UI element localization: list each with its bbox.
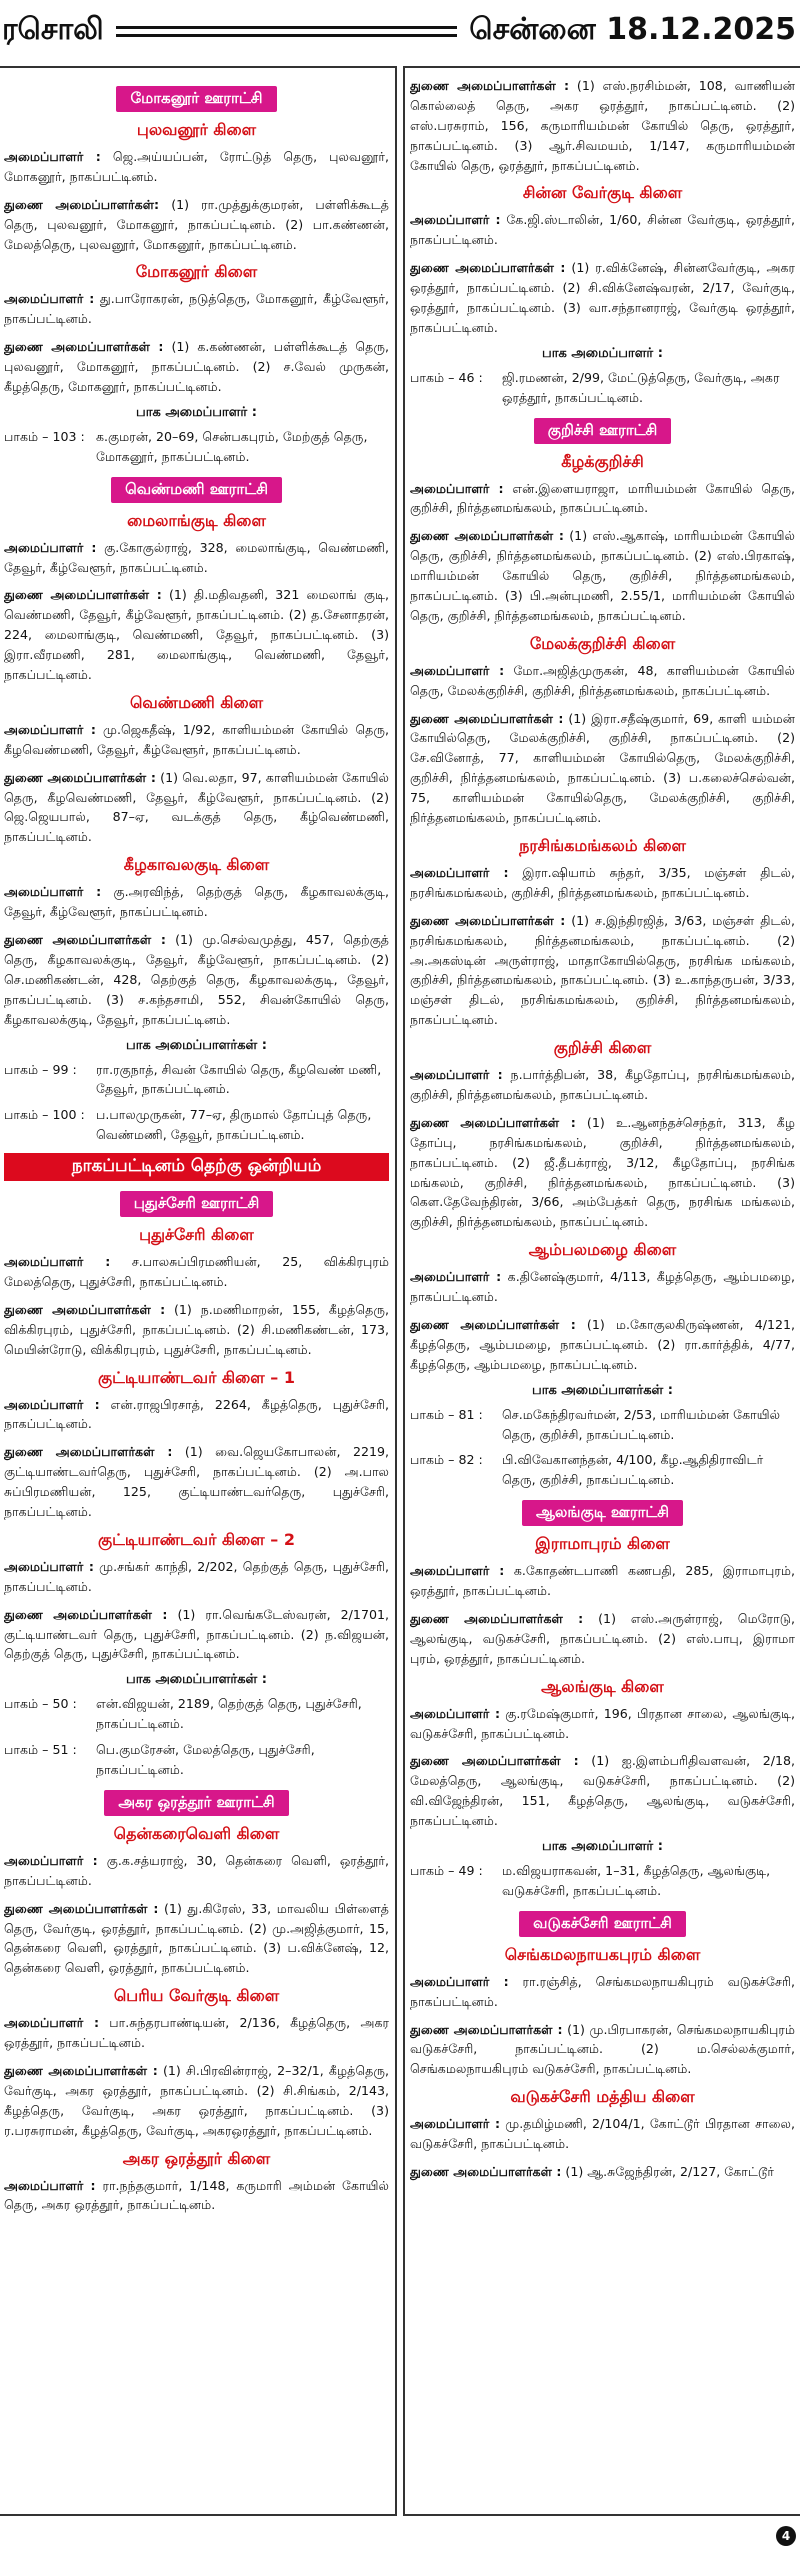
role-label: அமைப்பாளர் : [4,1558,94,1574]
member-details: மு.ஜெகதீஷ், 1/92, காளியம்மன் கோயில் தெரு, கீழவெண்மணி, தேவூர், கீழ்வேளூர், நாகப்பட்டினம். [4,721,389,757]
member-entry [410,1561,795,1601]
member-details: (1) வெ.லதா, 97, காளியம்மன் கோயில் தெரு, கீழவெண்மணி, தேவூர், கீழ்வேளூர், நாகப்பட்டினம். (2) ஜெ.ஜெயபால், 87–ஏ, வடக்குத் தெரு, கீழ்வெண்மணி, நாகப்பட்டினம். [4,769,389,845]
member-entry [4,538,389,578]
booth-details: ரா.ரகுநாத், சிவன் கோயில் தெரு, கீழவெண் மணி, தேவூர், நாகப்பட்டினம். [96,1061,382,1097]
member-details: க.தினேஷ்குமார், 4/113, கீழத்தெரு, ஆம்பமழை, நாகப்பட்டினம். [410,1269,795,1305]
member-details: கே.ஜி.ஸ்டாலின், 1/60, சின்ன வேர்குடி, ஒரத்தூர், நாகப்பட்டினம். [410,212,795,248]
member-details: மு.சங்கர் காந்தி, 2/202, தெற்குத் தெரு, புதுச்சேரி, நாகப்பட்டினம். [4,1558,389,1594]
member-entry [410,661,795,701]
role-label: அமைப்பாளர் : [4,721,96,737]
member-entry [4,1442,389,1522]
branch-title: சின்ன வேர்குடி கிளை [522,183,683,203]
member-entry [4,2013,389,2053]
booth-number: பாகம் – 82 : [410,1452,483,1468]
booth-details: என்.விஜயன், 2189, தெற்குத் தெரு, புதுச்சேரி, நாகப்பட்டினம். [96,1696,362,1732]
member-entry [4,1395,389,1435]
member-entry [410,2114,795,2154]
member-entry [410,709,795,828]
branch-title: இராமாபுரம் கிளை [535,1534,670,1554]
booth-number: பாகம் – 99 : [4,1061,77,1077]
member-details: (1) ந.மணிமாறன், 155, கீழத்தெரு, விக்கிரபுரம், புதுச்சேரி, நாகப்பட்டினம். (2) சி.மணிகண்டன், 173, மெயின்ரோடு, விக்கிரபுரம், புதுச்சேரி, நாகப்பட்டினம். [4,1301,389,1357]
role-label: துணை அமைப்பாளர்கள் : [410,2164,562,2180]
union-banner: நாகப்பட்டினம் தெற்கு ஒன்றியம் [4,1153,389,1181]
member-details: மு.தமிழ்மணி, 2/104/1, கோட்டூர் பிரதான சாலை, வடுகச்சேரி, நாகப்பட்டினம். [410,2116,795,2152]
right-column [410,76,795,2514]
role-label: துணை அமைப்பாளர்கள் : [4,932,166,948]
panchayat-title: அகர ஒரத்தூர் ஊராட்சி [104,1790,288,1816]
member-entry [4,289,389,329]
member-entry [4,2176,389,2216]
member-details: து.பாரோகரன், நடுத்தெரு, மோகனூர், கீழ்வேளூர், நாகப்பட்டினம். [4,291,389,327]
booth-number: பாகம் – 100 : [4,1107,85,1123]
branch-title: ஆம்பலமழை கிளை [528,1240,677,1260]
member-details: (1) து.கிரேஸ், 33, மாவலிய பிள்ளைத் தெரு, வேர்குடி, ஒரத்தூர், நாகப்பட்டினம். (2) மு.அஜித்குமார், 15, தென்கரை வெளி, ஒரத்தூர், நாகப்பட்டினம். (3) ப.விக்னேஷ், 12, தென்கரை வெளி, ஒரத்தூர், நாகப்பட்டினம். [4,1900,389,1976]
panchayat-title: வெண்மணி ஊராட்சி [111,477,282,503]
branch-title: மைலாங்குடி கிளை [127,510,266,530]
member-details: (1) ரா.முத்துக்குமரன், பள்ளிக்கூடத் தெரு, புலவனூர், மோகனூர், நாகப்பட்டினம். (2) பா.கண்ணன், மேலத்தெரு, புலவனூர், மோகனூர், நாகப்பட்டினம். [4,196,389,252]
member-details: (1) வை.ஜெயகோபாலன், 2219, குட்டியாண்டவர்தெரு, புதுச்சேரி, நாகப்பட்டினம். (2) அ.பால சுப்பிரமணியன், 125, குட்டியாண்டவர்தெரு, புதுச்சேரி, நாகப்பட்டினம். [4,1444,389,1519]
booth-number: பாகம் – 50 : [4,1696,77,1712]
member-details: ஜெ.அய்யப்பன், ரோட்டுத் தெரு, புலவனூர், மோகனூர், நாகப்பட்டினம். [4,149,389,184]
booth-details: செ.மகேந்திரவர்மன், 2/53, மாரியம்மன் கோயில் தெரு, குறிச்சி, நாகப்பட்டினம். [502,1406,781,1442]
role-label: துணை அமைப்பாளர்கள் : [410,2021,563,2037]
member-details: ந.பார்த்திபன், 38, கீழதோப்பு, நரசிங்கமங்கலம், குறிச்சி, நிர்த்தனமங்கலம், நாகப்பட்டினம். [410,1067,795,1102]
booth-details: ப.பாலமுருகன், 77–ஏ, திருமால் தோப்புத் தெரு, வெண்மணி, தேவூர், நாகப்பட்டினம். [96,1107,372,1143]
role-label: அமைப்பாளர் : [410,2116,500,2132]
booth-entry [410,1450,795,1490]
member-details: (1) மு.செல்வமுத்து, 457, தெற்குத் தெரு, கீழகாவலக்குடி, தேவூர், கீழ்வேளூர், நாகப்பட்டினம். (2) செ.மணிகண்டன், 428, தெற்குத் தெரு, கீழகாவலக்குடி, தேவூர், நாகப்பட்டினம். (3) ச.கந்தசாமி, 552, சிவன்கோயில் தெரு, கீழகாவலக்குடி, தேவூர், நாகப்பட்டினம். [4,932,389,1027]
member-entry [4,882,389,922]
role-label: அமைப்பாளர் : [410,480,504,496]
member-details: (1) மு.பிரபாகரன், செங்கமலநாயகிபுரம் வடுகச்சேரி, நாகப்பட்டினம். (2) ம.செல்லக்குமார், செங்கமலநாயகிபுரம் வடுகச்சேரி, நாகப்பட்டினம். [410,2021,795,2077]
member-details: (1) எஸ்.ஆகாஷ், மாரியம்மன் கோயில் தெரு, குறிச்சி, நிர்த்தனமங்கலம், நாகப்பட்டினம். (2) எஸ்.பிரகாஷ், மாரியம்மன் கோயில் தெரு, குறிச்சி, நிர்த்தனமங்கலம், நாகப்பட்டினம். (3) பி.அன்புமணி, 2.55/1, மாரியம்மன் கோயில் தெரு, குறிச்சி, நிர்த்தனமங்கலம், நாகப்பட்டினம். [410,528,795,623]
branch-title: தென்கரைவெளி கிளை [113,1823,280,1843]
member-entry [410,1704,795,1744]
role-label: அமைப்பாளர் : [4,1852,98,1868]
role-label: அமைப்பாளர் : [4,1396,100,1412]
role-label: துணை அமைப்பாளர்கள் : [410,78,570,93]
role-label: துணை அமைப்பாளர்கள் : [4,769,156,785]
role-label: அமைப்பாளர் : [4,2177,96,2193]
member-details: (1) ர.விக்னேஷ், சின்னவேர்குடி, அகர ஒரத்தூர், நாகப்பட்டினம். (2) சி.விக்னேஷ்வரன், 2/17, வேர்குடி, ஒரத்தூர், நாகப்பட்டினம். (3) வா.சந்தானராஜ், வேர்குடி ஒரத்தூர், நாகப்பட்டினம். [410,260,795,335]
role-label: துணை அமைப்பாளர்கள் : [410,710,564,726]
member-details: ச.பாலசுப்பிரமணியன், 25, விக்கிரபுரம் மேலத்தெரு, புதுச்சேரி, நாகப்பட்டினம். [4,1254,389,1289]
member-details: (1) ரா.வெங்கடேஸ்வரன், 2/1701, குட்டியாண்டவர் தெரு, புதுச்சேரி, நாகப்பட்டினம். (2) ந.விஜயன், தெற்குத் தெரு, புதுச்சேரி, நாகப்பட்டினம். [4,1606,389,1662]
member-details: (1) ஐ.இளம்பரிதிவளவன், 2/18, மேலத்தெரு, ஆலங்குடி, வடுகச்சேரி, நாகப்பட்டினம். (2) வி.விஜேந்திரன், 151, கீழத்தெரு, ஆலங்குடி, வடுகச்சேரி, நாகப்பட்டினம். [410,1753,795,1829]
branch-title: கீழகாவலகுடி கிளை [123,855,270,875]
booth-entry [4,1740,389,1780]
role-label: அமைப்பாளர் : [410,1067,503,1083]
booth-details: ம.விஜயராகவன், 1–31, கீழத்தெரு, ஆலங்குடி, வடுகச்சேரி, நாகப்பட்டினம். [502,1863,771,1898]
branch-title: குட்டியாண்டவர் கிளை – 2 [98,1529,295,1549]
role-label: அமைப்பாளர் : [4,884,102,900]
header-rule [116,26,458,37]
member-details: இரா.ஷியாம் சுந்தர், 3/35, மஞ்சள் திடல், நரசிங்கமங்கலம், குறிச்சி, நிர்த்தனமங்கலம், நாகப்பட்டினம். [410,864,795,900]
role-label: துணை அமைப்பாளர்கள் : [410,1316,576,1332]
panchayat-heading [410,418,795,444]
member-entry [4,720,389,760]
role-label: துணை அமைப்பாளர்கள் : [410,260,566,276]
booth-entry [410,1405,795,1445]
booth-details: பெ.குமரேசன், மேலத்தெரு, புதுச்சேரி, நாகப்பட்டினம். [96,1742,315,1777]
booth-number: பாகம் – 51 : [4,1742,77,1758]
left-column [4,76,389,2514]
booth-entry [4,1694,389,1734]
role-label: துணை அமைப்பாளர்கள் : [410,1114,576,1130]
role-label: அமைப்பாளர் : [4,2015,100,2031]
member-entry [410,210,795,250]
member-details: (1) ஆ.சுஜேந்திரன், 2/127, கோட்டூர் [561,2164,775,2180]
branch-title: பெரிய வேர்குடி கிளை [113,1986,280,2006]
role-label: அமைப்பாளர் : [4,291,95,307]
role-label: துணை அமைப்பாளர்கள் : [4,2063,158,2078]
page-number-badge: 4 [776,2526,796,2546]
booth-entry [410,1861,795,1901]
booth-entry [4,427,389,467]
member-entry [4,1252,389,1292]
panchayat-heading [4,86,389,112]
publication-name: ரசொலி [2,11,104,47]
member-entry [4,1300,389,1360]
member-entry [410,1972,795,2012]
panchayat-heading [4,1191,389,1217]
booth-entry [410,368,795,408]
member-entry [410,1113,795,1232]
member-entry [410,1065,795,1105]
member-entry [4,585,389,684]
booth-number: பாகம் – 81 : [410,1406,483,1422]
member-details: மோ.அஜித்முருகன், 48, காளியம்மன் கோயில் தெரு, மேலக்குறிச்சி, குறிச்சி, நிர்த்தனமங்கலம், நாகப்பட்டினம். [410,662,795,698]
booth-number: பாகம் – 49 : [410,1863,483,1878]
branch-title: கீழக்குறிச்சி [561,451,644,471]
role-label: அமைப்பாளர் : [410,662,505,678]
booth-heading: பாக அமைப்பாளர் : [542,345,663,361]
member-entry [410,1751,795,1831]
member-entry [410,1609,795,1669]
branch-title: மோகனூர் கிளை [135,262,258,282]
member-entry [4,1851,389,1891]
role-label: அமைப்பாளர் : [410,864,509,880]
panchayat-heading [410,1500,795,1526]
member-details: (1) ம.கோகுலகிருஷ்ணன், 4/121, கீழத்தெரு, ஆம்பமழை, நாகப்பட்டினம். (2) ரா.கார்த்திக், 4/77, கீழத்தெரு, ஆம்பமழை, நாகப்பட்டினம். [410,1316,795,1372]
booth-heading: பாக அமைப்பாளர்கள் : [126,1037,267,1053]
member-details: கு.க.சத்யராஜ், 30, தென்கரை வெளி, ஒரத்தூர், நாகப்பட்டினம். [4,1852,389,1888]
role-label: அமைப்பாளர் : [4,539,97,555]
member-entry [4,768,389,848]
member-details: கு.ரமேஷ்குமார், 196, பிரதான சாலை, ஆலங்குடி, வடுகச்சேரி, நாகப்பட்டினம். [410,1705,795,1741]
member-details: கு.அரவிந்த், தெற்குத் தெரு, கீழகாவலக்குடி, தேவூர், கீழ்வேளூர், நாகப்பட்டினம். [4,884,389,920]
member-details: க.கோதண்டபாணி கணபதி, 285, இராமாபுரம், ஒரத்தூர், நாகப்பட்டினம். [410,1563,795,1599]
branch-title: வடுகச்சேரி மத்திய கிளை [510,2087,695,2107]
role-label: துணை அமைப்பாளர்கள் : [410,1610,584,1626]
member-entry [4,1899,389,1979]
member-entry [410,1267,795,1307]
member-entry [410,258,795,338]
member-entry [4,1557,389,1597]
member-details: கு.கோகுல்ராஜ், 328, மைலாங்குடி, வெண்மணி, தேவூர், கீழ்வேளூர், நாகப்பட்டினம். [4,539,389,575]
member-details: (1) உ.ஆனந்தச்செந்தர், 313, கீழ தோப்பு, நரசிங்கமங்கலம், குறிச்சி, நிர்த்தனமங்கலம், நாகப்பட்டினம். (2) ஜீ.தீபக்ராஜ், 3/12, கீழதோப்பு, நரசிங்க மங்கலம், குறிச்சி, நிர்த்தனமங்கலம், நாகப்பட்டினம். (3) கௌ.தேவேந்திரன், 3/66, அம்பேத்கர் தெரு, நரசிங்க மங்கலம், குறிச்சி, நிர்த்தனமங்கலம், நாகப்பட்டினம். [410,1114,795,1230]
branch-title: புலவனூர் கிளை [136,120,257,139]
role-label: துணை அமைப்பாளர்கள்: [4,196,160,212]
member-entry [410,2162,795,2182]
role-label: அமைப்பாளர் : [410,1269,502,1285]
member-entry [410,479,795,519]
member-details: என்.ராஜபிரசாத், 2264, கீழத்தெரு, புதுச்சேரி, நாகப்பட்டினம். [4,1396,389,1432]
panchayat-heading [4,477,389,503]
branch-title: நரசிங்கமங்கலம் கிளை [519,835,686,855]
member-entry [4,147,389,187]
booth-entry [4,1105,389,1145]
role-label: துணை அமைப்பாளர்கள் : [410,912,566,928]
member-details: ரா.நந்தகுமார், 1/148, கருமாரி அம்மன் கோயில் தெரு, அகர ஒரத்தூர், நாகப்பட்டினம். [4,2177,389,2213]
branch-title: செங்கமலநாயகபுரம் கிளை [504,1944,701,1964]
panchayat-title: புதுச்சேரி ஊராட்சி [120,1191,274,1217]
role-label: துணை அமைப்பாளர்கள் : [4,1606,168,1622]
booth-number: பாகம் – 46 : [410,369,483,385]
role-label: துணை அமைப்பாளர்கள் : [410,528,564,544]
booth-heading: பாக அமைப்பாளர் : [542,1839,663,1854]
booth-details: ஜி.ரமணன், 2/99, மேட்டுத்தெரு, வேர்குடி, அகர ஒரத்தூர், நாகப்பட்டினம். [502,369,780,405]
booth-heading: பாக அமைப்பாளர்கள் : [532,1382,673,1398]
member-entry [410,2020,795,2080]
member-entry [410,863,795,903]
member-details: (1) எஸ்.நரசிம்மன், 108, வாணியன் கொல்லைத் தெரு, அகர ஒரத்தூர், நாகப்பட்டினம். (2) எஸ்.பரசுராம், 156, கருமாரியம்மன் கோயில் தெரு, ஒரத்தூர், நாகப்பட்டினம். (3) ஆர்.சிவமயம், 1/147, கருமாரியம்மன் கோயில் தெரு, ஒரத்தூர், நாகப்பட்டினம். [410,78,795,173]
member-details: (1) சி.பிரவின்ராஜ், 2–32/1, கீழத்தெரு, வேர்குடி, அகர ஒரத்தூர், நாகப்பட்டினம். (2) சி.சிங்கம், 2/143, கீழத்தெரு, வேர்குடி, அகர ஒரத்தூர், நாகப்பட்டினம். (3) ர.பரசுராமன், கீழத்தெரு, வேர்குடி, அகரஒரத்தூர், நாகப்பட்டினம். [4,2063,389,2138]
member-entry [410,76,795,175]
member-entry [410,526,795,625]
member-entry [4,930,389,1029]
member-details: (1) எஸ்.அருள்ராஜ், மெரோடு, ஆலங்குடி, வடுகச்சேரி, நாகப்பட்டினம். (2) எஸ்.பாபு, இராமா புரம், ஒரத்தூர், நாகப்பட்டினம். [410,1610,795,1666]
role-label: துணை அமைப்பாளர்கள் : [410,1753,579,1769]
role-label: துணை அமைப்பாளர்கள் : [4,1900,159,1916]
branch-title: ஆலங்குடி கிளை [541,1676,664,1696]
member-details: (1) க.கண்ணன், பள்ளிக்கூடத் தெரு, புலவனூர், மோகனூர், நாகப்பட்டினம். (2) ச.வேல் முருகன், கீழத்தெரு, மோகனூர், நாகப்பட்டினம். [4,339,389,395]
branch-title: குறிச்சி கிளை [553,1038,652,1058]
member-entry [4,337,389,397]
role-label: அமைப்பாளர் : [410,1973,509,1989]
panchayat-title: மோகனூர் ஊராட்சி [116,86,276,112]
role-label: துணை அமைப்பாளர்கள் : [4,339,164,355]
booth-entry [4,1060,389,1100]
booth-heading: பாக அமைப்பாளர்கள் : [126,1672,267,1688]
branch-title: புதுச்சேரி கிளை [139,1225,254,1245]
branch-title: மேலக்குறிச்சி கிளை [529,633,676,653]
booth-details: க.குமரன், 20–69, சென்பகபுரம், மேற்குத் தெரு, மோகனூர், நாகப்பட்டினம். [96,428,368,464]
panchayat-title: வடுகச்சேரி ஊராட்சி [519,1911,686,1937]
role-label: அமைப்பாளர் : [4,1254,111,1270]
role-label: துணை அமைப்பாளர்கள் : [4,1301,166,1317]
role-label: அமைப்பாளர் : [410,212,501,228]
member-details: ரா.ரஞ்சித், செங்கமலநாயகிபுரம் வடுகச்சேரி, நாகப்பட்டினம். [410,1973,795,2009]
panchayat-title: குறிச்சி ஊராட்சி [534,418,672,444]
role-label: துணை அமைப்பாளர்கள் : [4,587,162,603]
role-label: அமைப்பாளர் : [410,1705,500,1721]
booth-heading: பாக அமைப்பாளர் : [136,404,257,420]
member-entry [4,195,389,255]
member-details: பா.சுந்தரபாண்டியன், 2/136, கீழத்தெரு, அகர ஒரத்தூர், நாகப்பட்டினம். [4,2015,389,2051]
member-details: (1) இரா.சதீஷ்குமார், 69, காளி யம்மன் கோயில்தெரு, மேலக்குறிச்சி, குறிச்சி, நாகப்பட்டினம். (2) சே.வினோத், 77, காளியம்மன் கோயில்தெரு, மேலக்குறிச்சி, குறிச்சி, நிர்த்தனமங்கலம், நாகப்பட்டினம். (3) ப.கலைச்செல்வன், 75, காளியம்மன் கோயில்தெரு, மேலக்குறிச்சி, குறிச்சி, நிர்த்தனமங்கலம், நாகப்பட்டினம். [410,710,795,826]
booth-details: பி.விவேகானந்தன், 4/100, கீழ.ஆதிதிராவிடர் தெரு, குறிச்சி, நாகப்பட்டினம். [502,1452,764,1488]
booth-number: பாகம் – 103 : [4,428,85,444]
member-entry [410,1315,795,1375]
page-header [0,0,800,62]
panchayat-title: ஆலங்குடி ஊராட்சி [522,1500,683,1526]
member-entry [4,1605,389,1665]
branch-title: வெண்மணி கிளை [129,692,264,712]
member-details: (1) ச.இந்திரஜித், 3/63, மஞ்சள் திடல், நரசிங்கமங்கலம், நிர்த்தனமங்கலம், நாகப்பட்டினம். (2) அ.அகஸ்டின் அருள்ராஜ், மாதாகோயில்தெரு, நரசிங்க மங்கலம், குறிச்சி, நிர்த்தனமங்கலம், நாகப்பட்டினம். (3) உ.காந்தருபன், 3/33, மஞ்சள் திடல், நரசிங்கமங்கலம், குறிச்சி, நிர்த்தனமங்கலம், நாகப்பட்டினம். [410,912,795,1028]
member-details: (1) தி.மதிவதனி, 321 மைலாங் குடி, வெண்மணி, தேவூர், கீழ்வேளூர், நாகப்பட்டினம். (2) த.சேனாதரன், 224, மைலாங்குடி, வெண்மணி, தேவூர், நாகப்பட்டினம். (3) இரா.வீரமணி, 281, மைலாங்குடி, வெண்மணி, தேவூர், நாகப்பட்டினம். [4,587,389,683]
branch-title: அகர ஒரத்தூர் கிளை [122,2148,271,2168]
member-details: என்.இளையராஜா, மாரியம்மன் கோயில் தெரு, குறிச்சி, நிர்த்தனமங்கலம், நாகப்பட்டினம். [410,480,795,516]
panchayat-heading [4,1790,389,1816]
role-label: அமைப்பாளர் : [410,1563,505,1579]
panchayat-heading [410,1911,795,1937]
role-label: துணை அமைப்பாளர்கள் : [4,1444,173,1460]
branch-title: குட்டியாண்டவர் கிளை – 1 [98,1367,295,1387]
member-entry [410,911,795,1030]
member-entry [4,2061,389,2141]
role-label: அமைப்பாளர் : [4,149,101,164]
city-date: சென்னை 18.12.2025 [469,11,796,47]
